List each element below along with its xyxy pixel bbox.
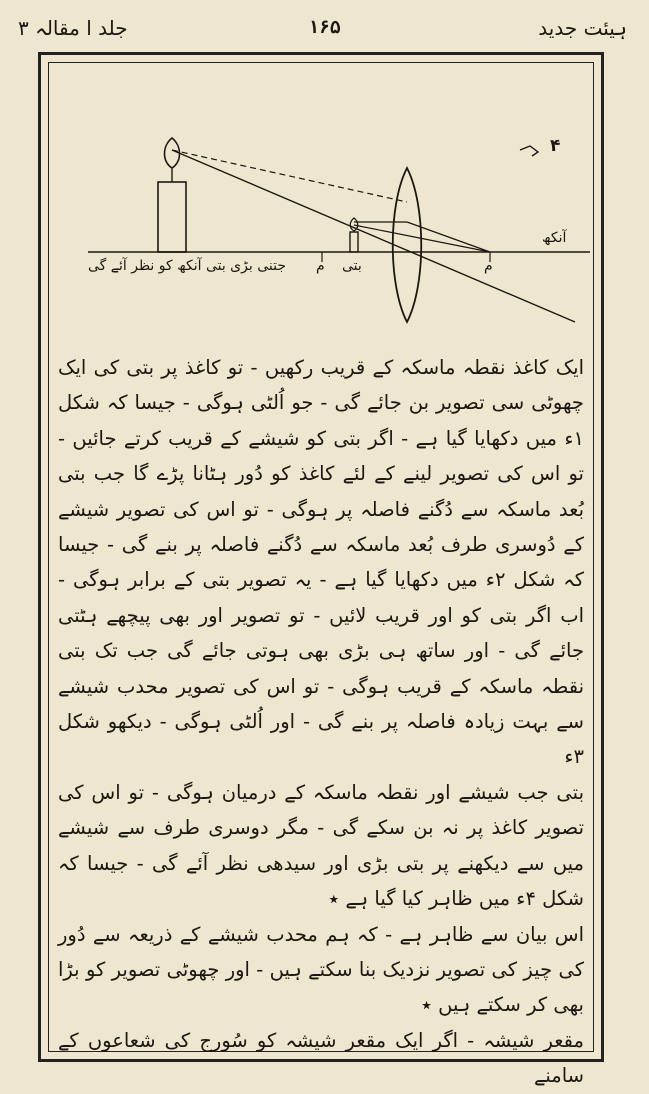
paragraph-conclusion	[58, 917, 584, 1023]
focus-label-right: م	[484, 258, 493, 274]
bullet-mark: ٭	[328, 887, 340, 911]
candle-body	[158, 182, 186, 252]
lens-diagram-drawing	[50, 110, 590, 340]
figure-caption: جتنی بڑی بتی آنکھ کو نظر آئے گی	[88, 258, 286, 274]
bullet-mark: ٭	[421, 993, 432, 1017]
eye-label: آنکھ	[542, 230, 567, 246]
header-volume-label: جلد ا مقالہ ۳	[18, 16, 128, 40]
paragraph-text: بتی جب شیشے اور نقطہ ماسکہ کے درمیان ہوگی - تو اس کی تصویر کاغذ پر نہ بن سکے گی - مگر دوسری طرف سے شیشے میں سے دیکھنے پر بتی بڑی اور سیدھی نظر آئے گی - جیسا کہ شکل ۴ء میں ظاہر کیا گیا ہے	[58, 780, 584, 911]
header-book-title: ہیئت جدید	[538, 16, 627, 40]
batti-label: بتی	[342, 258, 362, 274]
paragraph-concave-lens: مقعر شیشہ - اگر ایک مقعر شیشہ کو سُورج کی شعاعوں کے سامنے	[58, 1028, 584, 1088]
lens-diagram	[50, 110, 590, 340]
paragraph-candle-between-lens	[58, 775, 584, 917]
convex-lens	[393, 168, 422, 322]
ray-refracted	[407, 222, 490, 252]
page-number: ۱۶۵	[308, 17, 341, 38]
paragraph-convex-lens-images: ایک کاغذ نقطہ ماسکہ کے قریب رکھیں - تو کاغذ پر بتی کی ایک چھوٹی سی تصویر بن جائے گی - جو اُلٹی ہوگی - جیسا کہ شکل ۱ء میں دکھایا گیا ہے - اگر بتی کو شیشے کے قریب کرتے جائیں - تو اس کی تصویر لینے کے لئے کاغذ کو دُور ہٹانا پڑے گا جب بتی بُعد ماسکہ سے دُگنے فاصلہ پر ہوگی - تو اس کی تصویر شیشے کے دُوسری طرف بُعد ماسکہ سے دُگنے فاصلہ پر بنے گی - جیسا کہ شکل ۲ء میں دکھایا گیا ہے - یہ تصویر بتی کے برابر ہوگی - اب اگر بتی کو اور قریب لائیں - تو تصویر اور بھی پیچھے ہٹتی جائے گی - اور ساتھ ہی بڑی بھی ہوتی جائے گی جب تک بتی نقطہ ماسکہ کے قریب ہوگی - تو اس کی تصویر محدب شیشے سے بہت زیادہ فاصلہ پر بنے گی - اور اُلٹی ہوگی - دیکھو شکل ۳ء	[58, 356, 584, 769]
article-body	[58, 350, 584, 1094]
paragraph-text: اس بیان سے ظاہر ہے - کہ ہم محدب شیشے کے ذریعہ سے دُور کی چیز کی تصویر نزدیک بنا سکتے ہیں - اور چھوٹی تصویر کو بڑا بھی کر سکتے ہیں	[58, 922, 584, 1017]
figure-mark	[520, 146, 538, 156]
ray-through-center	[172, 150, 575, 322]
focus-label-left: م	[316, 258, 325, 274]
ray-dashed	[172, 150, 407, 202]
small-candle-body	[350, 232, 358, 252]
figure-number-label: ۴	[550, 136, 561, 156]
